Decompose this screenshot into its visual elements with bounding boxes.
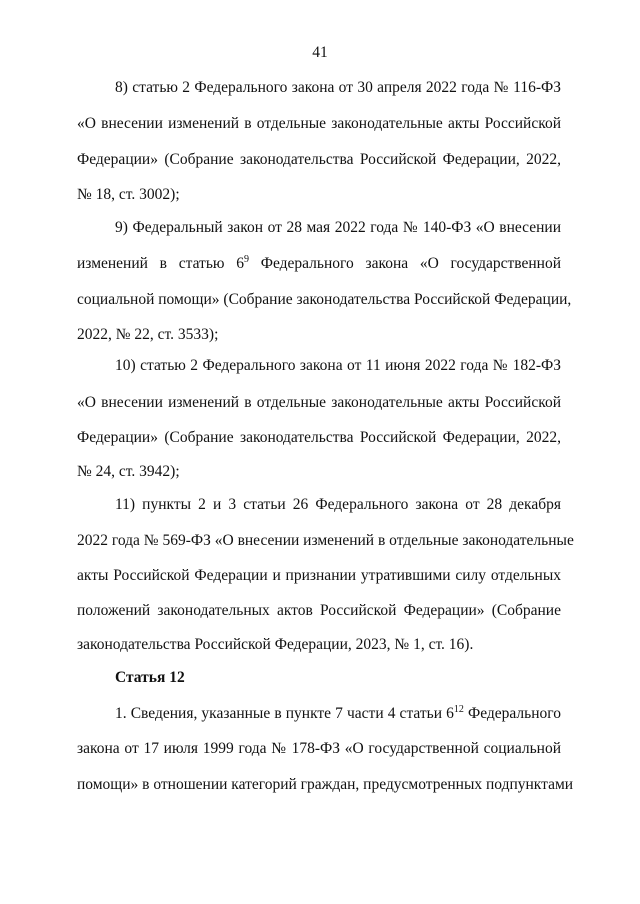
item-11-line-1: 11) пункты 2 и 3 статьи 26 Федерального закона от 28 декабря xyxy=(115,496,561,513)
item-11-line-3: акты Российской Федерации и признании утратившими силу отдельных xyxy=(77,567,561,584)
item-11-line-4: положений законодательных актов Российской Федерации» (Собрание xyxy=(77,602,561,619)
item-9-line-3: социальной помощи» (Собрание законодательства Российской Федерации, xyxy=(77,291,572,308)
item-10-line-4: № 24, ст. 3942); xyxy=(77,463,180,480)
item-10-line-1: 10) статью 2 Федерального закона от 11 июня 2022 года № 182-ФЗ xyxy=(115,357,561,374)
item-8-line-3: Федерации» (Собрание законодательства Российской Федерации, 2022, xyxy=(77,151,561,168)
item-9-line-1: 9) Федеральный закон от 28 мая 2022 года № 140-ФЗ «О внесении xyxy=(115,219,561,236)
item-9-superscript: 9 xyxy=(243,253,249,265)
item-8-line-2: «О внесении изменений в отдельные законодательные акты Российской xyxy=(77,115,561,132)
item-9-line-2-part-2: Федерального закона «О государственной xyxy=(248,255,562,272)
article-paragraph-line-3: помощи» в отношении категорий граждан, предусмотренных подпунктами xyxy=(77,776,574,793)
article-paragraph-line-1 xyxy=(115,704,561,724)
article-line-1-part-1: 1. Сведения, указанные в пункте 7 части 4 статьи 6 xyxy=(115,705,454,722)
article-heading: Статья 12 xyxy=(115,669,185,686)
item-11-line-5: законодательства Российской Федерации, 2023, № 1, ст. 16). xyxy=(77,636,474,653)
item-8-line-4: № 18, ст. 3002); xyxy=(77,186,180,203)
article-paragraph-line-2: закона от 17 июля 1999 года № 178-ФЗ «О государственной социальной xyxy=(77,740,561,757)
page-number: 41 xyxy=(312,44,328,61)
article-line-1-part-2: Федерального xyxy=(463,705,561,722)
item-8-line-1: 8) статью 2 Федерального закона от 30 апреля 2022 года № 116-ФЗ xyxy=(115,79,561,96)
item-10-line-2: «О внесении изменений в отдельные законодательные акты Российской xyxy=(77,394,561,411)
item-9-line-2-part-1: изменений в статью 6 xyxy=(77,255,244,272)
item-11-line-2: 2022 года № 569-ФЗ «О внесении изменений в отдельные законодательные xyxy=(77,532,574,549)
item-9-line-4: 2022, № 22, ст. 3533); xyxy=(77,326,219,343)
item-10-line-3: Федерации» (Собрание законодательства Российской Федерации, 2022, xyxy=(77,429,561,446)
item-9-line-2 xyxy=(77,254,561,274)
article-superscript: 12 xyxy=(453,703,464,715)
